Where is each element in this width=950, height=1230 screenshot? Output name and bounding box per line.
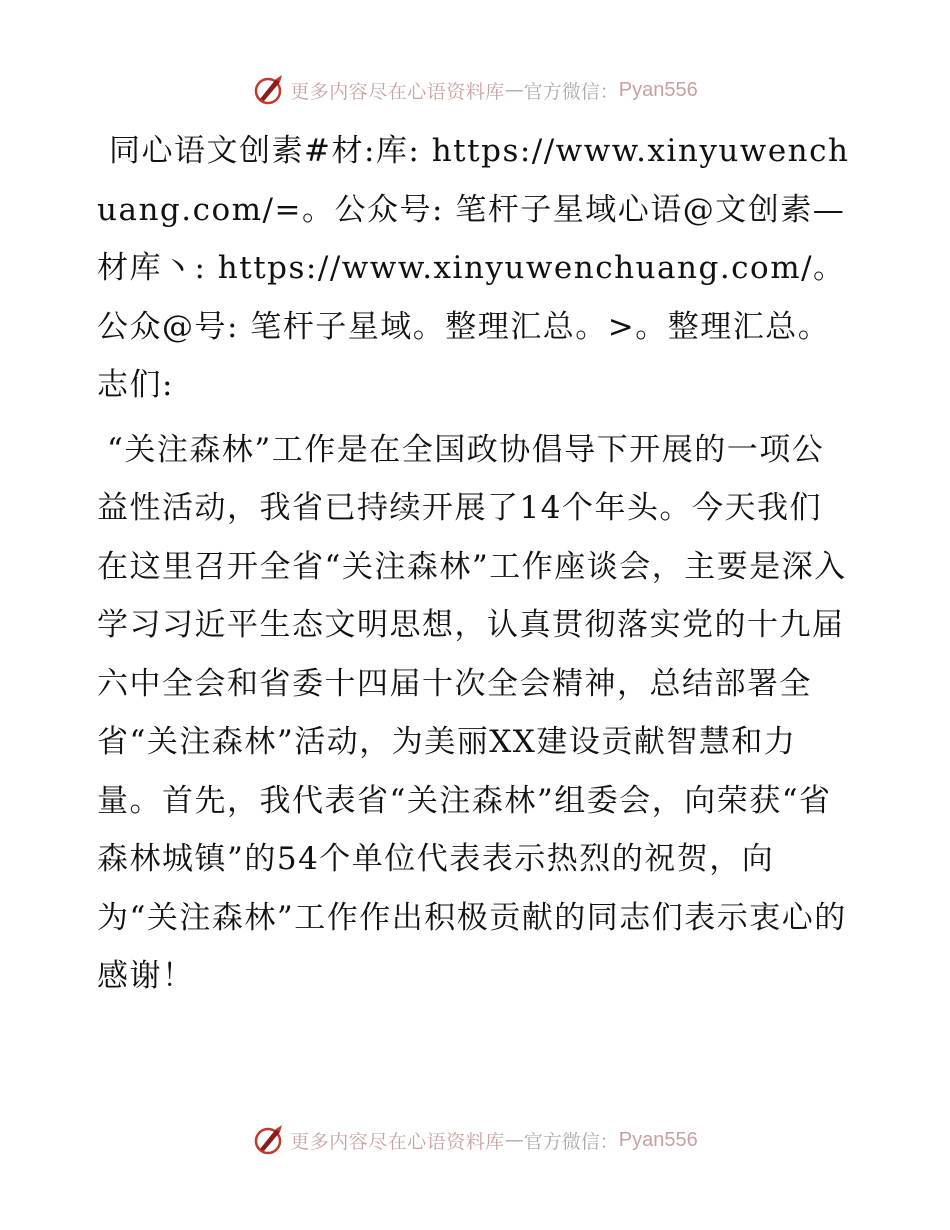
quill-logo-icon — [252, 1123, 286, 1157]
watermark-wechat-id: Pyan556 — [618, 1128, 698, 1151]
document-body — [97, 122, 852, 1006]
watermark-wechat-id: Pyan556 — [618, 78, 698, 101]
watermark-site-text: 更多内容尽在心语资料库 — [290, 80, 505, 103]
paragraph-speech: “关注森林”工作是在全国政协倡导下开展的一项公益性活动，我省已持续开展了14个年头。今天我们在这里召开全省“关注森林”工作座谈会，主要是深入学习习近平生态文明思想，认真贯彻落实党的十九届六中全会和省委十四届十次全会精神，总结部署全省“关注森林”活动，为美丽XX建设贡献智慧和力量。首先，我代表省“关注森林”组委会，向荣获“省森林城镇”的54个单位代表表示热烈的祝贺，向为“关注森林”工作作出积极贡献的同志们表示衷心的感谢！ — [97, 431, 847, 994]
watermark-label: 官方微信： — [523, 80, 619, 103]
paragraph-header-links: 同心语文创素#材:库: https://www.xinyuwenchuang.com/=。公众号: 笔杆子星域心语@文创素—材库丶: https://www.xinyuwenchuang.com/。公众@号: 笔杆子星域。整理汇总。>。整理汇总。志们: — [97, 133, 850, 403]
footer-watermark — [0, 1120, 950, 1160]
watermark-site-text: 更多内容尽在心语资料库 — [290, 1130, 505, 1153]
watermark-separator: — — [504, 79, 524, 101]
header-watermark — [0, 70, 950, 110]
watermark-label: 官方微信： — [523, 1130, 619, 1153]
watermark-separator: — — [504, 1129, 524, 1151]
quill-logo-icon — [252, 73, 286, 107]
